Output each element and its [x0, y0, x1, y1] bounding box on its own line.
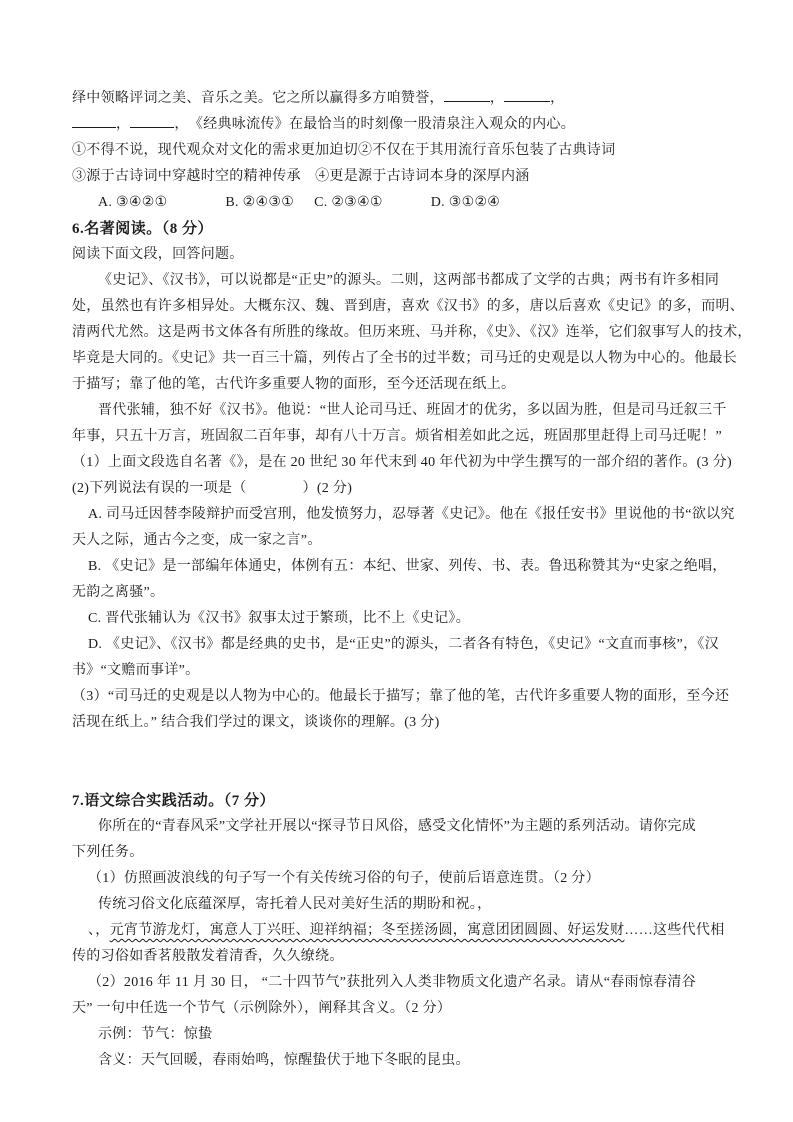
text-run: D. ③①②④: [430, 195, 501, 210]
text-line: [72, 294, 743, 320]
text-run: 6.名著阅读。（8 分）: [72, 221, 214, 237]
text-line: [72, 684, 743, 710]
text-line: [72, 554, 743, 580]
text-run: ③源于古诗词中穿越时空的精神传承 ④更是源于古诗词本身的深厚内涵: [72, 169, 530, 184]
text-line: [72, 502, 743, 528]
text-run: （3）“司马迁的史观是以人物为中心的。他最长于描写；靠了他的笔，古代许多重要人物的面形，至今还: [72, 689, 730, 704]
text-line: [72, 632, 743, 658]
text-line: [72, 424, 743, 450]
text-line: [72, 606, 743, 632]
text-run: C. ②③④①: [314, 195, 383, 210]
text-line: [72, 892, 743, 918]
text-line: [72, 658, 743, 684]
text-run: 天人之际，通古今之变，成一家之言”。: [72, 533, 322, 548]
answer-gap: [294, 205, 314, 206]
text-run: A. 司马迁因替李陵辩护而受宫刑，他发愤努力，忍辱著《史记》。他在《报任安书》里说他的书“欲以究: [88, 507, 735, 522]
text-run: 7.语文综合实践活动。（7 分）: [72, 793, 276, 809]
text-run: 阅读下面文段，回答问题。: [72, 247, 244, 262]
text-line: [72, 242, 743, 268]
text-line: [72, 476, 743, 502]
text-run: 活现在纸上。” 结合我们学过的课文，谈谈你的理解。(3 分): [72, 715, 440, 730]
text-line: [72, 710, 743, 736]
section-heading-6: [72, 216, 743, 242]
text-line: [72, 320, 752, 346]
text-line: [72, 840, 743, 866]
text-run: 下列任务。: [72, 845, 144, 860]
text-run: （1）上面文段选自名著《》，是在 20 世纪 30 年代末到 40 年代初为中学生撰写的一部介绍的著作。(3 分): [72, 455, 732, 470]
text-run: 于描写；靠了他的笔，古代许多重要人物的面形，至今还活现在纸上。: [72, 377, 516, 392]
blank-underline: [504, 87, 550, 102]
text-line: [72, 86, 743, 112]
text-run: B. 《史记》是一部编年体通史，体例有五：本纪、世家、列传、书、表。鲁迅称赞其为“史家之绝唱，: [88, 559, 727, 574]
text-run: ， 《经典咏流传》在最恰当的时刻像一股清泉注入观众的内心。: [174, 117, 576, 132]
text-run: 绎中领略评词之美、音乐之美。它之所以赢得多方咱赞誉，: [72, 91, 444, 106]
text-run: ①不得不说，现代观众对文化的需求更加迫切②不仅在于其用流行音乐包装了古典诗词: [72, 143, 616, 158]
text-line: [72, 918, 743, 944]
text-line: [72, 970, 743, 996]
text-run: 年事，只五十万言，班固叙二百年事，却有八十万言。烦省相差如此之远，班固那里赶得上司马迁呢！”: [72, 429, 723, 444]
text-line: [72, 398, 743, 424]
text-run: C. 晋代张辅认为《汉书》叙事太过于繁琐，比不上《史记》。: [88, 611, 471, 626]
text-run: 传统习俗文化底蕴深厚，寄托着人民对美好生活的期盼和祝。，: [98, 897, 492, 912]
answer-gap: [167, 205, 225, 206]
text-line: [72, 528, 743, 554]
text-line: [72, 450, 743, 476]
text-run: A. ③④②①: [98, 195, 168, 210]
answer-gap: [247, 491, 303, 492]
text-run: 书》“文赡而事详”。: [72, 663, 200, 678]
text-run: 传的习俗如香茗般散发着清香，久久缭绕。: [72, 949, 344, 964]
text-line: [72, 164, 743, 190]
text-run: 毕竟是大同的。《史记》共一百三十篇，列传占了全书的过半数；司马迁的史观是以人物为中心的。他最长: [72, 351, 738, 366]
blank-underline: [72, 113, 116, 128]
text-run: 天” 一句中任选一个节气（示例除外），阐释其含义。（2 分）: [72, 1001, 452, 1016]
text-run: ，: [550, 91, 565, 106]
answer-options: [72, 190, 743, 216]
text-run: 含义：天气回暖，春雨始鸣，惊醒蛰伏于地下冬眠的昆虫。: [98, 1053, 470, 1068]
text-line: [72, 996, 743, 1022]
text-run: （2）2016 年 11 月 30 日， “二十四节气”获批列入人类非物质文化遗产名录。请从“春雨惊春清谷: [88, 975, 697, 990]
wavy-underlined-text: 元宵节游龙灯，寓意人丁兴旺、迎祥纳福；冬至搓汤圆，寓意团团圆圆、好运发财: [109, 923, 625, 938]
text-line: [72, 268, 743, 294]
text-line: [72, 112, 743, 138]
text-line: [72, 372, 743, 398]
text-line: [72, 580, 743, 606]
text-run: B. ②④③①: [225, 195, 295, 210]
text-line: [72, 866, 743, 892]
text-line: [72, 1048, 743, 1074]
text-run: 你所在的“青春风采”文学社开展以“探寻节日风俗，感受文化情怀”为主题的系列活动。请你完成: [98, 819, 697, 834]
text-line: [72, 944, 743, 970]
answer-gap: [383, 205, 431, 206]
text-run: 处，虽然也有许多相异处。大概东汉、魏、晋到唐，喜欢《汉书》的多，唐以后喜欢《史记》的多，而明、: [72, 299, 745, 314]
section-heading-7: [72, 788, 743, 814]
blank-underline: [130, 113, 174, 128]
blank-underline: [444, 87, 490, 102]
text-run: ……这些代代相: [624, 923, 725, 938]
text-line: [72, 1022, 743, 1048]
text-run: ，: [116, 117, 131, 132]
text-run: 示例：节气：惊蛰: [98, 1027, 213, 1042]
text-line: [72, 138, 743, 164]
blank-spacer: [72, 736, 743, 788]
text-run: 、，: [88, 923, 110, 938]
text-run: ）(2 分): [302, 481, 353, 496]
text-run: ，: [489, 91, 505, 106]
text-line: [72, 346, 743, 372]
text-run: 《史记》、《汉书》，可以说都是“正史”的源头。二则，这两部书都成了文学的古典；两书有许多相同: [98, 273, 720, 288]
text-run: （1）仿照画波浪线的句子写一个有关传统习俗的句子，使前后语意连贯。（2 分）: [88, 871, 600, 886]
text-run: 晋代张辅，独不好《汉书》。他说：“世人论司马迁、班固才的优劣，多以固为胜，但是司马迁叙三千: [98, 403, 727, 418]
text-run: 清两代尤然。这是两书文体各有所胜的缘故。但历来班、马并称，《史》、《汉》连举，它们叙事写人的技术，: [72, 325, 752, 340]
text-line: [72, 814, 743, 840]
text-run: (2)下列说法有误的一项是（: [72, 481, 247, 496]
text-run: D. 《史记》、《汉书》都是经典的史书，是“正史”的源头，二者各有特色，《史记》“文直而事核”，《汉: [88, 637, 719, 652]
text-run: 无韵之离骚”。: [72, 585, 165, 600]
